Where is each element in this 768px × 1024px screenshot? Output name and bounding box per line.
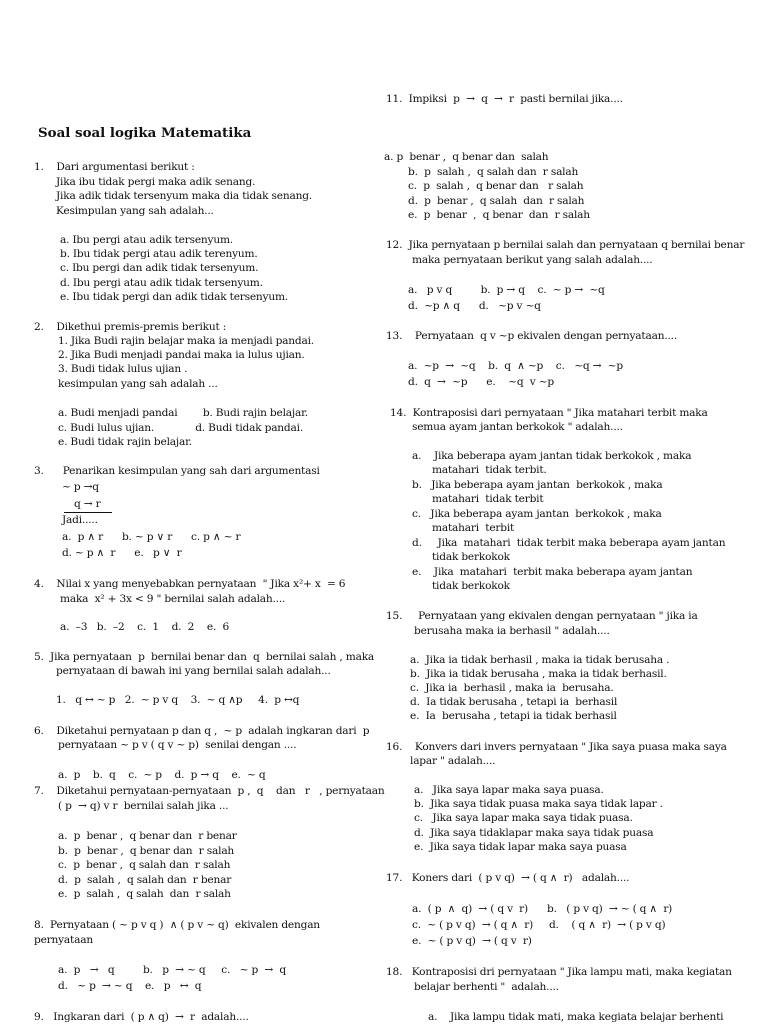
option-line: e. ~ ( p v q) → ( q v r)	[412, 935, 532, 947]
premise-line: ~ p →q	[62, 481, 99, 493]
question-13: 13. Pernyataan q v ~p ekivalen dengan pernyataan....	[386, 330, 678, 342]
text-line: Jika adik tidak tersenyum maka dia tidak senang.	[56, 190, 312, 202]
option-a: a. Jika saya lapar maka saya puasa.	[414, 784, 604, 796]
text-line: pernyataan di bawah ini yang bernilai salah adalah...	[56, 665, 331, 677]
question-17: 17. Koners dari ( p v q) → ( q ∧ r) adalah....	[386, 872, 630, 884]
option-a: a. Jika lampu tidak mati, maka kegiata belajar berhenti	[428, 1011, 724, 1023]
question-4: 4. Nilai x yang menyebabkan pernyataan " Jika x²+ x = 6	[34, 578, 346, 590]
question-9: 9. Ingkaran dari ( p ∧ q) → r adalah....	[34, 1011, 249, 1023]
option-line: a. Budi menjadi pandai b. Budi rajin belajar.	[58, 407, 308, 419]
text-line: lapar " adalah....	[410, 755, 496, 767]
text-line: maka pernyataan berikut yang salah adalah....	[412, 254, 653, 266]
option-line: tidak berkokok	[432, 551, 510, 563]
option-line: a. p → q b. p → ~ q c. ~ p → q	[58, 964, 286, 976]
question-7: 7. Diketahui pernyataan-pernyataan p , q dan r , pernyataan	[34, 785, 385, 797]
option-e: e. p salah , q salah dan r salah	[58, 888, 231, 900]
option-line: tidak berkokok	[432, 580, 510, 592]
premise-line: q → r	[74, 498, 101, 510]
option-c: c. Jika saya lapar maka saya tidak puasa.	[414, 812, 633, 824]
text-line: kesimpulan yang sah adalah ...	[58, 378, 218, 390]
option-d: d. p salah , q salah dan r benar	[58, 874, 232, 886]
question-1: 1. Dari argumentasi berikut :	[34, 161, 195, 173]
option-b: b. p salah , q salah dan r salah	[408, 166, 579, 178]
page-title: Soal soal logika Matematika	[38, 125, 252, 141]
option-line: c. ~ ( p v q) → ( q ∧ r) d. ( q ∧ r) → ( p v q)	[412, 919, 666, 931]
option-c: c. Jika beberapa ayam jantan berkokok , maka	[412, 508, 662, 520]
text-line: ( p → q) v r bernilai salah jika ...	[58, 800, 229, 812]
question-12: 12. Jika pernyataan p bernilai salah dan pernyataan q bernilai benar	[386, 239, 745, 251]
option-e: e. Ia berusaha , tetapi ia tidak berhasil	[410, 710, 617, 722]
option-e: e. Ibu tidak pergi dan adik tidak tersenyum.	[60, 291, 288, 303]
question-8: 8. Pernyataan ( ~ p v q ) ∧ ( p v ~ q) ekivalen dengan	[34, 919, 320, 931]
option-d: d. Ibu pergi atau adik tidak tersenyum.	[60, 277, 263, 289]
question-11: 11. Impiksi p → q → r pasti bernilai jika....	[386, 93, 623, 105]
option-line: a. p ∧ r b. ~ p ∨ r c. p ∧ ~ r	[62, 531, 241, 543]
option-line: matahari terbit	[432, 522, 515, 534]
option-line: a. p b. q c. ~ p d. p → q e. ~ q	[58, 769, 266, 781]
question-15: 15. Pernyataan yang ekivalen dengan pernyataan " jika ia	[386, 610, 698, 622]
option-line: matahari tidak terbit.	[432, 464, 547, 476]
text-line: berusaha maka ia berhasil " adalah....	[414, 625, 610, 637]
option-b: b. Jika beberapa ayam jantan berkokok , maka	[412, 479, 663, 491]
option-line: 1. q ↔ ~ p 2. ~ p v q 3. ~ q ∧p 4. p ↔q	[56, 694, 300, 706]
option-line: a. ~p → ~q b. q ∧ ~p c. ~q → ~p	[408, 360, 623, 372]
question-14: 14. Kontraposisi dari pernyataan " Jika matahari terbit maka	[390, 407, 708, 419]
option-a: a. p benar , q benar dan r benar	[58, 830, 237, 842]
question-16: 16. Konvers dari invers pernyataan " Jika saya puasa maka saya	[386, 741, 727, 753]
text-line: 2. Jika Budi menjadi pandai maka ia lulus ujian.	[58, 349, 305, 361]
option-b: b. Jika ia tidak berusaha , maka ia tidak berhasil.	[410, 668, 667, 680]
option-d: d. Ia tidak berusaha , tetapi ia berhasil	[410, 696, 618, 708]
text-line: pernyataan	[34, 934, 93, 946]
question-2: 2. Dikethui premis-premis berikut :	[34, 321, 227, 333]
option-b: b. Ibu tidak pergi atau adik terenyum.	[60, 248, 258, 260]
option-a: a. Ibu pergi atau adik tersenyum.	[60, 234, 233, 246]
option-line: a. ( p ∧ q) → ( q v r) b. ( p v q) → ~ ( q ∧ r)	[412, 903, 673, 915]
option-line: a. –3 b. –2 c. 1 d. 2 e. 6	[60, 621, 229, 633]
option-c: c. p salah , q benar dan r salah	[408, 180, 584, 192]
option-a: a. Jika beberapa ayam jantan tidak berkokok , maka	[412, 450, 692, 462]
option-d: d. p benar , q salah dan r salah	[408, 195, 585, 207]
text-line: belajar berhenti " adalah....	[414, 981, 559, 993]
question-5: 5. Jika pernyataan p bernilai benar dan q bernilai salah , maka	[34, 651, 375, 663]
option-line: matahari tidak terbit	[432, 493, 544, 505]
text-line: semua ayam jantan berkokok " adalah....	[412, 421, 623, 433]
question-18: 18. Kontraposisi dri pernyataan " Jika lampu mati, maka kegiatan	[386, 966, 732, 978]
text-line: pernyataan ~ p v ( q v ~ p) senilai dengan ....	[58, 739, 297, 751]
option-c: c. p benar , q salah dan r salah	[58, 859, 231, 871]
option-c: c. Ibu pergi dan adik tidak tersenyum.	[60, 262, 259, 274]
text-line: 1. Jika Budi rajin belajar maka ia menjadi pandai.	[58, 335, 314, 347]
question-3: 3. Penarikan kesimpulan yang sah dari argumentasi	[34, 465, 320, 477]
option-line: d. ~ p ∧ r e. p ∨ r	[62, 547, 182, 559]
option-a: a. Jika ia tidak berhasil , maka ia tidak berusaha .	[410, 654, 670, 666]
option-b: b. Jika saya tidak puasa maka saya tidak lapar .	[414, 798, 663, 810]
option-c: c. Jika ia berhasil , maka ia berusaha.	[410, 682, 614, 694]
option-e: e. Jika saya tidak lapar maka saya puasa	[414, 841, 627, 853]
text-line: Jadi.....	[62, 514, 98, 526]
option-b: b. p benar , q benar dan r salah	[58, 845, 235, 857]
option-line: a. p v q b. p → q c. ~ p → ~q	[408, 284, 605, 296]
text-line: Kesimpulan yang sah adalah...	[56, 205, 214, 217]
option-e: e. Jika matahari terbit maka beberapa ayam jantan	[412, 566, 693, 578]
option-a: a. p benar , q benar dan salah	[384, 151, 549, 163]
text-line: maka x² + 3x < 9 " bernilai salah adalah....	[60, 593, 286, 605]
option-e: e. p benar , q benar dan r salah	[408, 209, 590, 221]
option-line: d. ~p ∧ q d. ~p v ~q	[408, 300, 541, 312]
text-line: Jika ibu tidak pergi maka adik senang.	[56, 176, 256, 188]
option-d: d. Jika matahari tidak terbit maka beberapa ayam jantan	[412, 537, 726, 549]
option-line: d. ~ p → ~ q e. p ↔ q	[58, 980, 202, 992]
option-line: c. Budi lulus ujian. d. Budi tidak pandai.	[58, 422, 303, 434]
option-line: e. Budi tidak rajin belajar.	[58, 436, 192, 448]
question-6: 6. Diketahui pernyataan p dan q , ~ p adalah ingkaran dari p	[34, 725, 370, 737]
option-d: d. Jika saya tidaklapar maka saya tidak puasa	[414, 827, 654, 839]
option-line: d. q → ~p e. ~q v ~p	[408, 376, 554, 388]
text-line: 3. Budi tidak lulus ujian .	[58, 363, 188, 375]
